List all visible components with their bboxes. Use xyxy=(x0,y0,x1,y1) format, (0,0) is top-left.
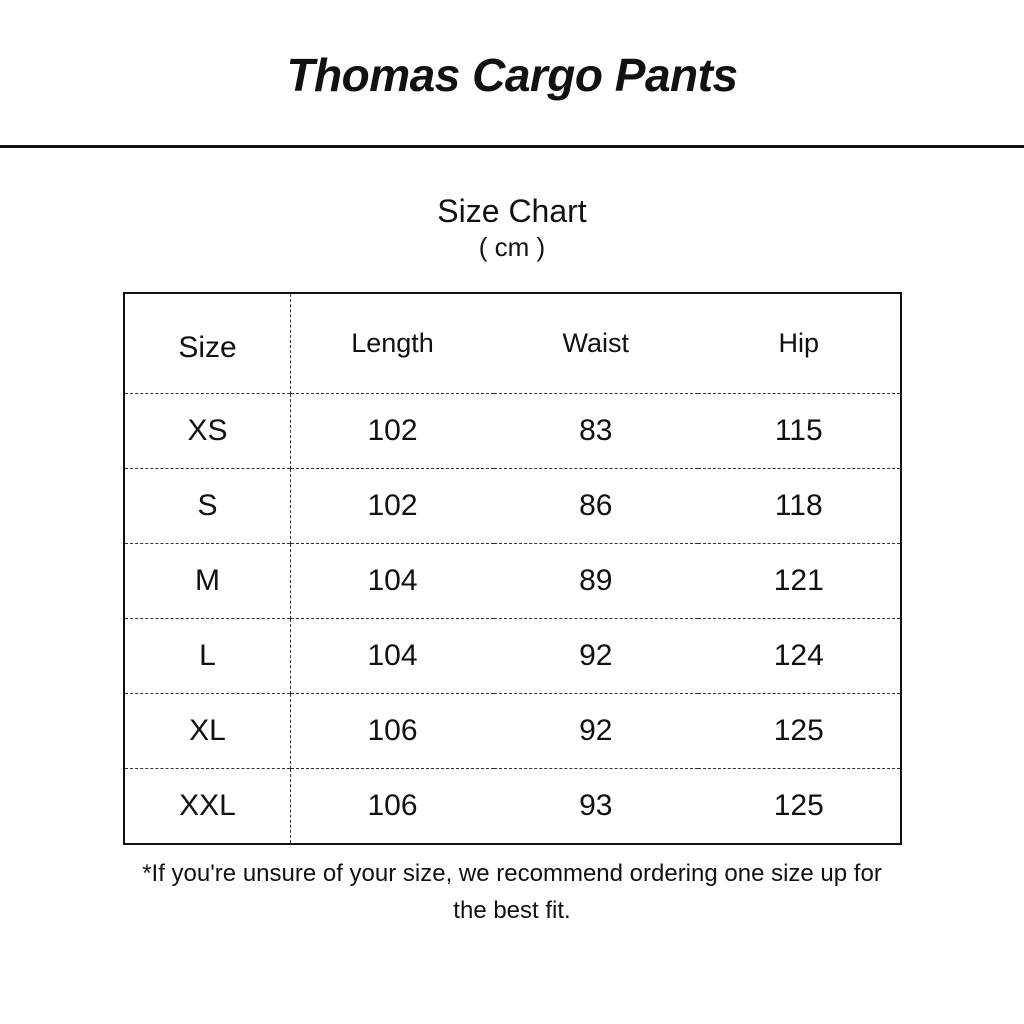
size-chart-heading: Size Chart xyxy=(437,193,587,229)
length-cell: 104 xyxy=(291,544,495,619)
waist-cell: 92 xyxy=(494,694,698,769)
waist-cell: 92 xyxy=(494,619,698,694)
table-row xyxy=(124,469,901,544)
table-row xyxy=(124,394,901,469)
column-header-hip: Hip xyxy=(778,328,819,358)
hip-cell: 124 xyxy=(698,619,902,694)
table-row xyxy=(124,769,901,845)
sizing-footnote xyxy=(80,855,944,929)
waist-cell: 86 xyxy=(494,469,698,544)
table-row xyxy=(124,619,901,694)
length-cell: 102 xyxy=(291,469,495,544)
size-chart-table xyxy=(123,292,902,845)
length-cell: 106 xyxy=(291,694,495,769)
hip-cell: 115 xyxy=(698,394,902,469)
waist-cell: 93 xyxy=(494,769,698,845)
size-cell: M xyxy=(124,544,291,619)
footnote-line-1: *If you're unsure of your size, we recommend ordering one size up for xyxy=(142,860,882,887)
waist-cell: 89 xyxy=(494,544,698,619)
size-cell: S xyxy=(124,469,291,544)
size-cell: L xyxy=(124,619,291,694)
hip-cell: 125 xyxy=(698,769,902,845)
title-divider xyxy=(0,145,1024,148)
size-chart-unit: ( cm ) xyxy=(478,232,546,262)
column-header-length: Length xyxy=(351,328,434,358)
length-cell: 102 xyxy=(291,394,495,469)
length-cell: 106 xyxy=(291,769,495,845)
column-header-size: Size xyxy=(124,293,291,394)
length-cell: 104 xyxy=(291,619,495,694)
size-cell: XL xyxy=(124,694,291,769)
table-row xyxy=(124,694,901,769)
footnote-line-2: the best fit. xyxy=(453,897,571,924)
table-row xyxy=(124,544,901,619)
hip-cell: 121 xyxy=(698,544,902,619)
waist-cell: 83 xyxy=(494,394,698,469)
column-header-waist: Waist xyxy=(562,328,629,358)
size-cell: XS xyxy=(124,394,291,469)
product-title: Thomas Cargo Pants xyxy=(286,49,738,101)
hip-cell: 125 xyxy=(698,694,902,769)
table-header-row xyxy=(124,293,901,394)
hip-cell: 118 xyxy=(698,469,902,544)
size-cell: XXL xyxy=(124,769,291,845)
